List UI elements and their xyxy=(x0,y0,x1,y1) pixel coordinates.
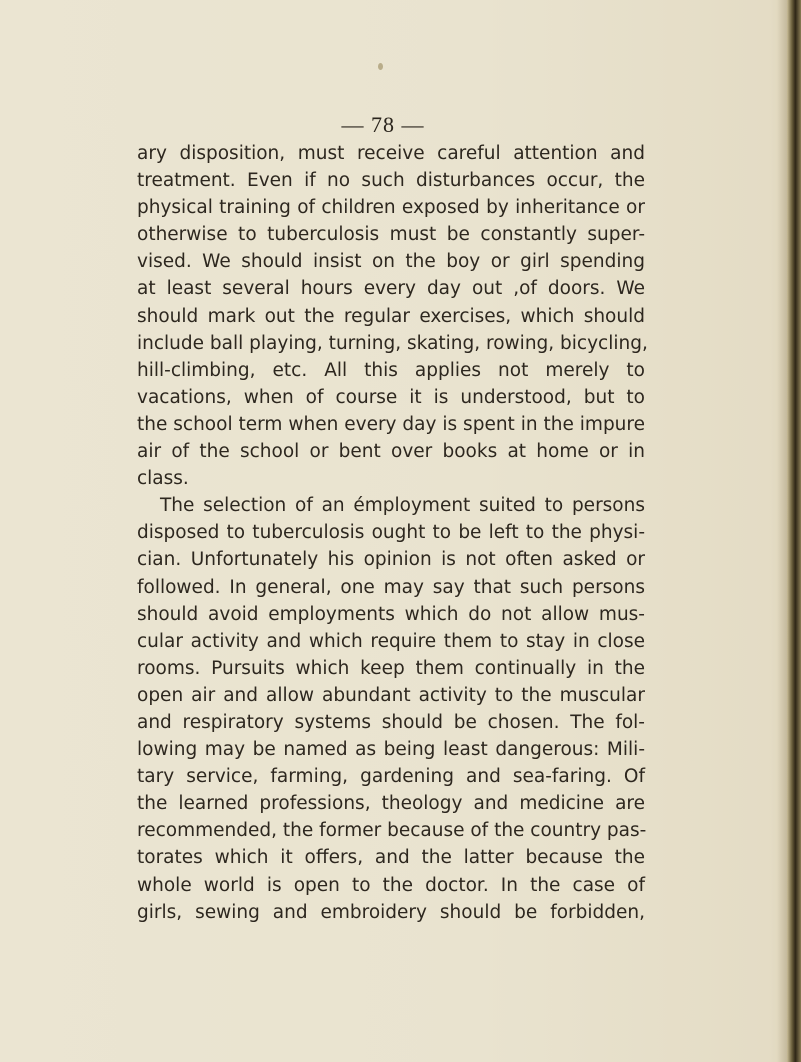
text-line: vacations, when of course it is understood, but to xyxy=(137,386,645,408)
paper-spot xyxy=(378,63,383,70)
text-line: the school term when every day is spent in the impure xyxy=(137,413,645,435)
text-line: torates which it offers, and the latter because the xyxy=(137,847,645,869)
text-line: and respiratory systems should be chosen. The fol- xyxy=(137,711,645,733)
text-line: followed. In general, one may say that such persons xyxy=(137,576,645,598)
text-line: at least several hours every day out ,of doors. We xyxy=(137,278,645,300)
text-line: tary service, farming, gardening and sea-faring. Of xyxy=(137,766,645,788)
text-line: recommended, the former because of the country pas- xyxy=(137,820,647,842)
text-line: hill-climbing, etc. All this applies not merely to xyxy=(137,359,645,381)
text-line: open air and allow abundant activity to the muscular xyxy=(137,684,645,706)
text-line: air of the school or bent over books at home or in xyxy=(137,441,645,463)
page-edge-shadow xyxy=(777,0,787,1062)
page-number: — 78 — xyxy=(341,112,425,137)
text-line: cian. Unfortunately his opinion is not often asked or xyxy=(137,549,645,571)
text-line: cular activity and which require them to stay in close xyxy=(137,630,645,652)
text-line: treatment. Even if no such disturbances occur, the xyxy=(137,170,645,192)
text-line: rooms. Pursuits which keep them continually in the xyxy=(137,657,645,679)
text-line: lowing may be named as being least dangerous: Mili- xyxy=(137,739,645,761)
text-line: disposed to tuberculosis ought to be left to the physi- xyxy=(137,522,645,544)
body-text xyxy=(137,140,648,926)
text-line: should mark out the regular exercises, which should xyxy=(137,305,645,327)
text-line: ary disposition, must receive careful attention and xyxy=(137,143,645,164)
text-line: should avoid employments which do not allow mus- xyxy=(137,603,645,625)
text-line: include ball playing, turning, skating, rowing, bicycling, xyxy=(137,332,648,354)
text-line: otherwise to tuberculosis must be constantly super- xyxy=(137,224,645,246)
text-line: girls, sewing and embroidery should be forbidden, xyxy=(137,901,645,923)
text-line-paragraph-start: The selection of an émployment suited to persons xyxy=(160,495,645,517)
page-binding-edge xyxy=(787,0,801,1062)
text-line: vised. We should insist on the boy or girl spending xyxy=(137,251,645,273)
text-line-paragraph-end: class. xyxy=(137,468,189,490)
text-line: the learned professions, theology and medicine are xyxy=(137,793,645,815)
text-line: whole world is open to the doctor. In the case of xyxy=(137,874,645,896)
text-line: physical training of children exposed by inheritance or xyxy=(137,197,645,219)
